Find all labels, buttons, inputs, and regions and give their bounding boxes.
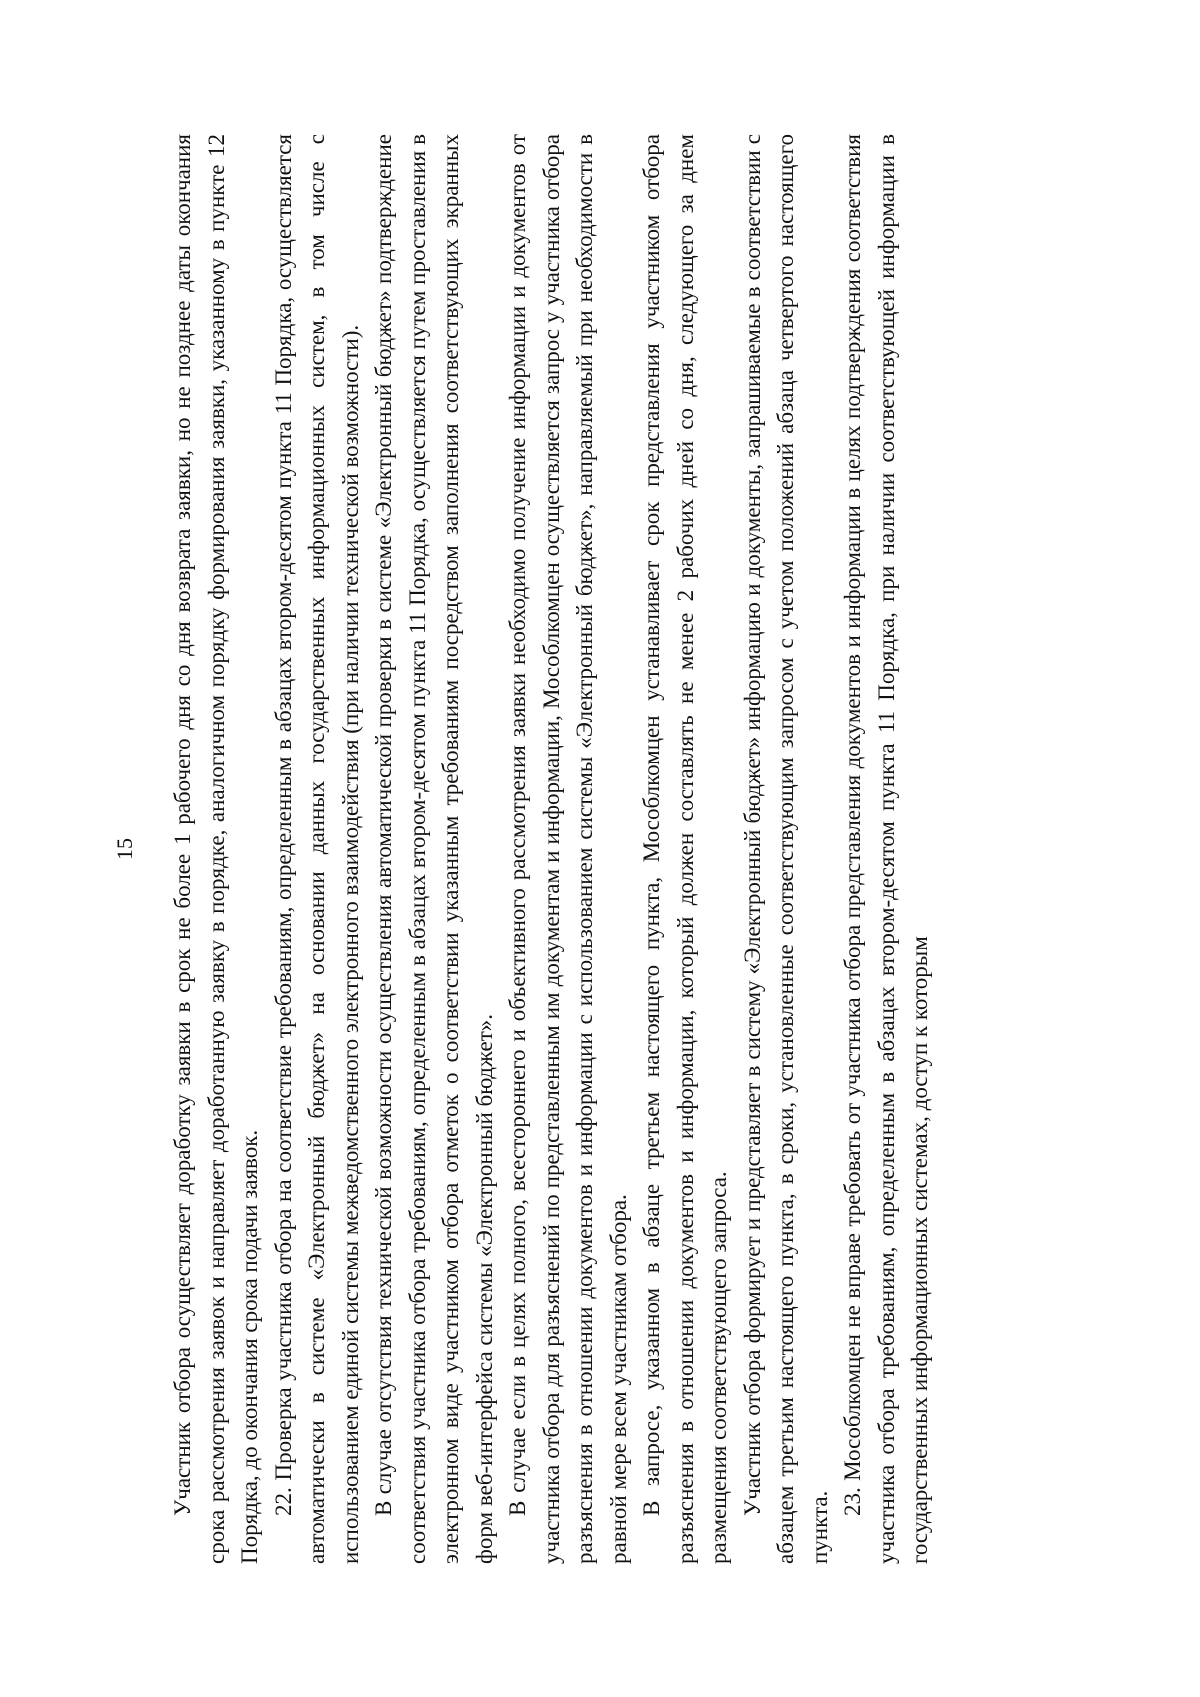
paragraph-4: В случае если в целях полного, всестороннего и объективного рассмотрения заявки необходимо получение информации и документов от участника отбора для разъяснений по представленным им документам и информации, Мособлкомцен осуществляется запрос у участника отбора разъяснения в отношении документов и информации с использованием системы «Электронный бюджет», направляемый при необходимости в равной мере всем участникам отбора.: [505, 133, 631, 1564]
paragraph-7: 23. Мособлкомцен не вправе требовать от участника отбора представления документов и информации в целях подтверждения соответствия участника отбора требованиям, определенным в абзацах втором-десятом пункта 11 Порядка, при наличии соответствующей информации в государственных информационных системах, доступ к которым: [840, 133, 932, 1564]
body-text: [166, 134, 937, 1564]
rotated-page-content: [110, 134, 1090, 1564]
page-number: 15: [112, 837, 137, 860]
paragraph-3: В случае отсутствия технической возможности осуществления автоматической проверки в системе «Электронный бюджет» подтверждение соответствия участника отбора требованиям, определенным в абзацах втором-десятом пункта 11 Порядка, осуществляется путем проставления в электронном виде участником отбора отметок о соответствии указанным требованиям посредством заполнения соответствующих экранных форм веб-интерфейса системы «Электронный бюджет».: [371, 133, 497, 1564]
paragraph-5: В запросе, указанном в абзаце третьем настоящего пункта, Мособлкомцен устанавливает срок представления участником отбора разъяснения в отношении документов и информации, который должен составлять не менее 2 рабочих дней со дня, следующего за днем размещения соответствующего запроса.: [639, 133, 731, 1564]
paragraph-6: Участник отбора формирует и представляет в систему «Электронный бюджет» информацию и документы, запрашиваемые в соответствии с абзацем третьим настоящего пункта, в сроки, установленные соответствующим запросом с учетом положений абзаца четвертого настоящего пункта.: [739, 133, 832, 1564]
paragraph-1: Участник отбора осуществляет доработку заявки в срок не более 1 рабочего дня со дня возврата заявки, но не позднее даты окончания срока рассмотрения заявок и направляет доработанную заявку в порядке, аналогичном порядку формирования заявки, указанному в пункте 12 Порядка, до окончания срока подачи заявок.: [170, 133, 262, 1564]
paragraph-2: 22. Проверка участника отбора на соответствие требованиям, определенным в абзацах втором-десятом пункта 11 Порядка, осуществляется автоматически в системе «Электронный бюджет» на основании данных государственных информационных систем, в том числе с использованием единой системы межведомственного электронного взаимодействия (при наличии технической возможности).: [270, 133, 363, 1564]
